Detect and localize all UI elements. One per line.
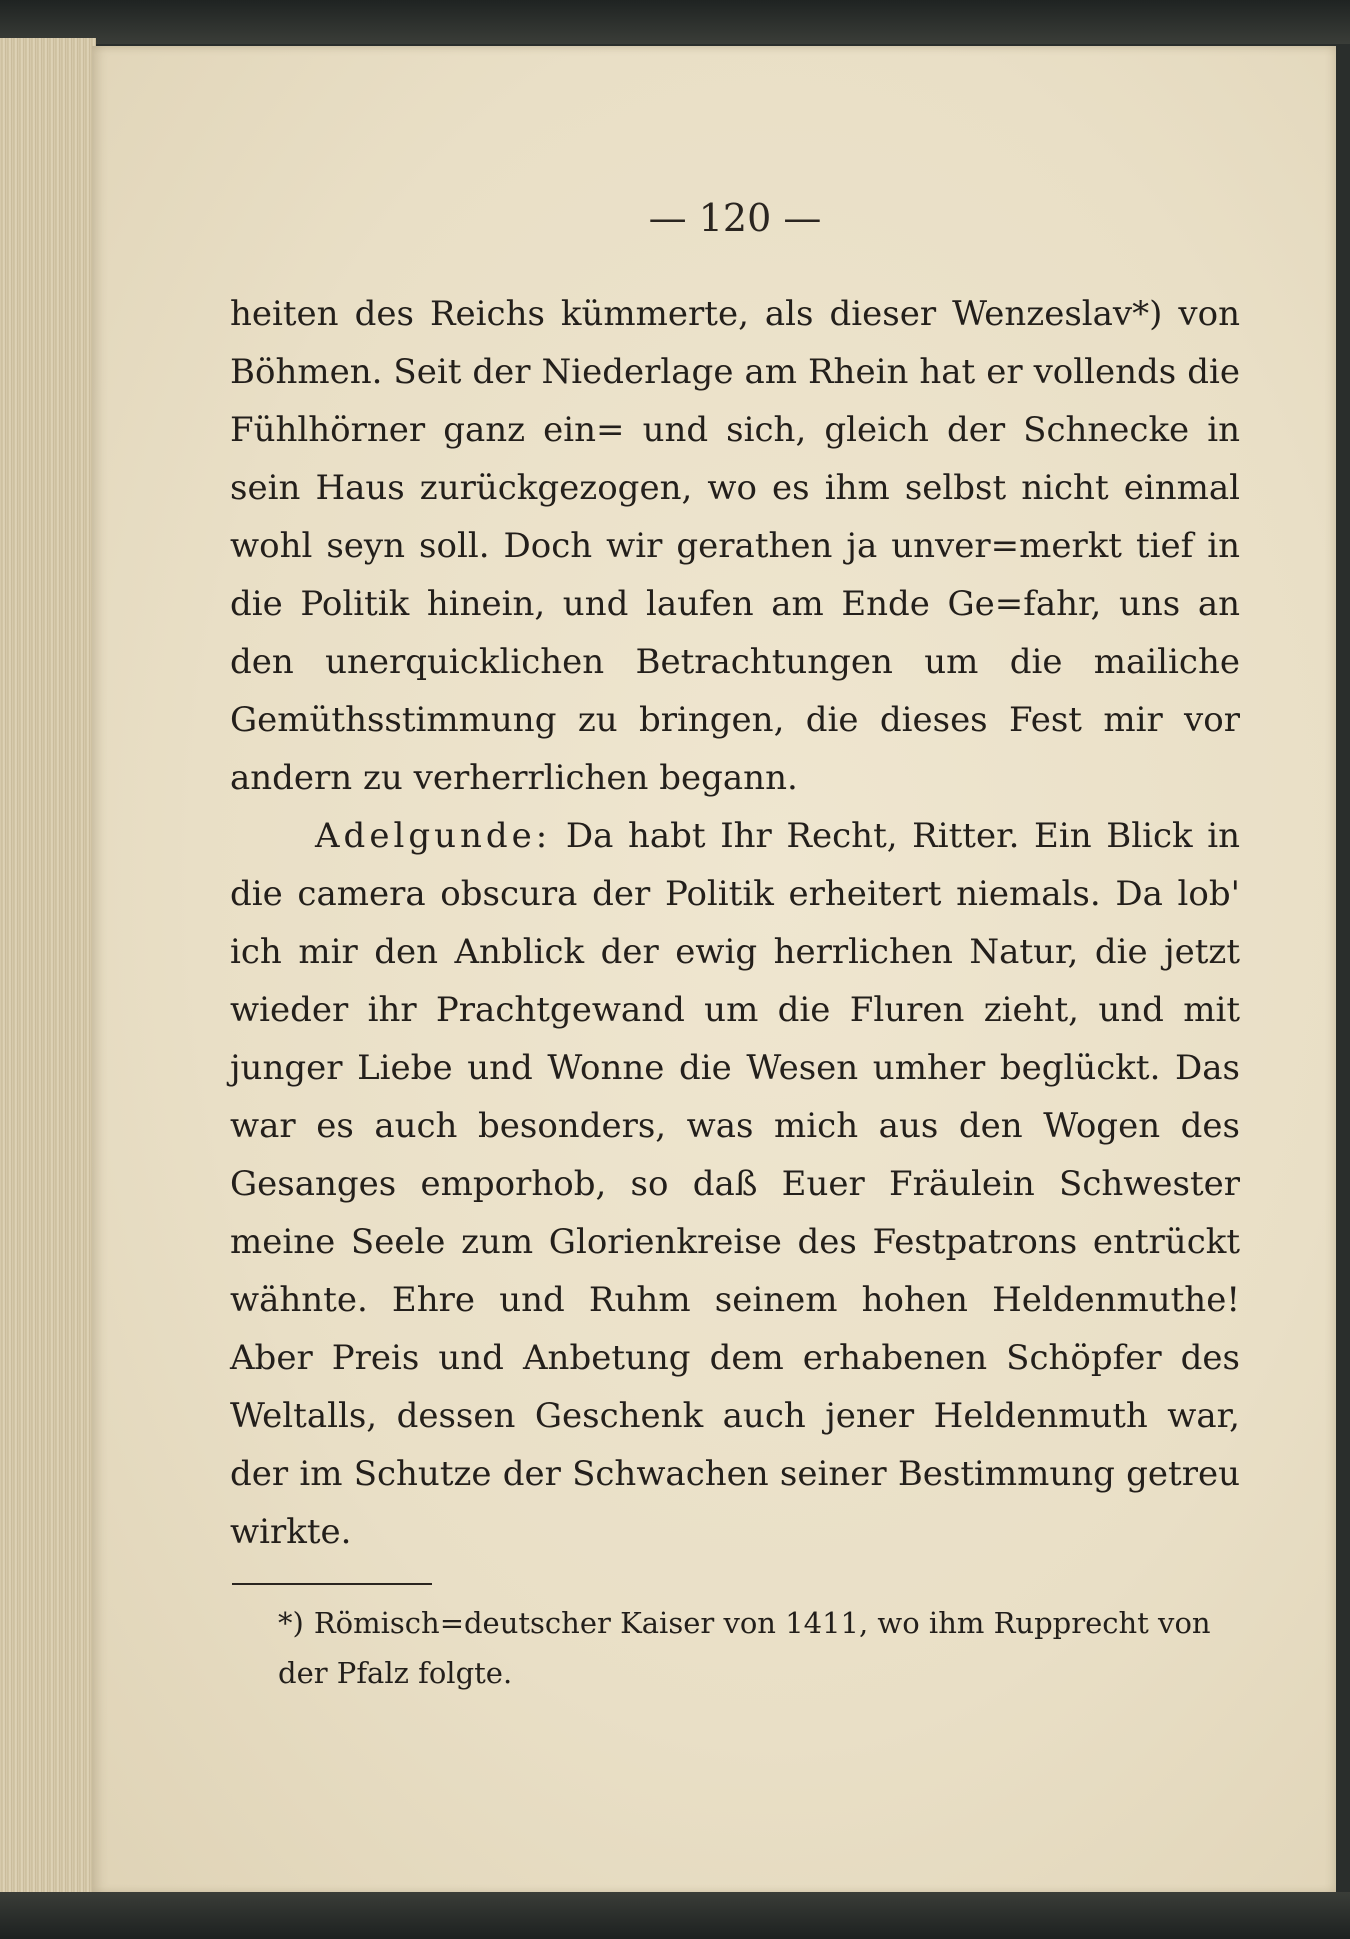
page-number: — 120 — [648, 196, 822, 240]
book-edge-top [0, 0, 1350, 44]
speaker-name: Adelgunde: [315, 816, 552, 856]
footnote [278, 1598, 1238, 1698]
paragraph-2-text: Da habt Ihr Recht, Ritter. Ein Blick in die camera obscura der Politik erheitert niemals. Da lob' ich mir den Anblick der ewig herrlichen Natur, die jetzt wieder ihr Prachtgewand um die Fluren zieht, und mit junger Liebe und Wonne die Wesen umher beglückt. Das war es auch besonders, was mich aus den Wogen des Gesanges emporhob, so daß Euer Fräulein Schwester meine Seele zum Glorienkreise des Festpatrons entrückt wähnte. Ehre und Ruhm seinem hohen Heldenmuthe! Aber Preis und Anbetung dem erhabenen Schöpfer des Weltalls, dessen Geschenk auch jener Heldenmuth war, der im Schutze der Schwachen seiner Bestimmung getreu wirkte. [230, 816, 1240, 1552]
book-edge-bottom [0, 1892, 1350, 1939]
body-text [230, 285, 1240, 1561]
footnote-divider [232, 1583, 432, 1585]
page-stack-edge [0, 38, 96, 1900]
footnote-text: Römisch=deutscher Kaiser von 1411, wo ihm Rupprecht von der Pfalz folgte. [278, 1606, 1211, 1690]
footnote-mark: *) [278, 1606, 304, 1640]
paragraph-1: heiten des Reichs kümmerte, als dieser Wenzeslav*) von Böhmen. Seit der Niederlage am Rhein hat er vollends die Fühlhörner ganz ein= und sich, gleich der Schnecke in sein Haus zurückgezogen, wo es ihm selbst nicht einmal wohl seyn soll. Doch wir gerathen ja unver=merkt tief in die Politik hinein, und laufen am Ende Ge=fahr, uns an den unerquicklichen Betrachtungen um die mailiche Gemüthsstimmung zu bringen, die dieses Fest mir vor andern zu verherrlichen begann. [230, 294, 1240, 798]
paragraph-2 [230, 807, 1240, 1561]
